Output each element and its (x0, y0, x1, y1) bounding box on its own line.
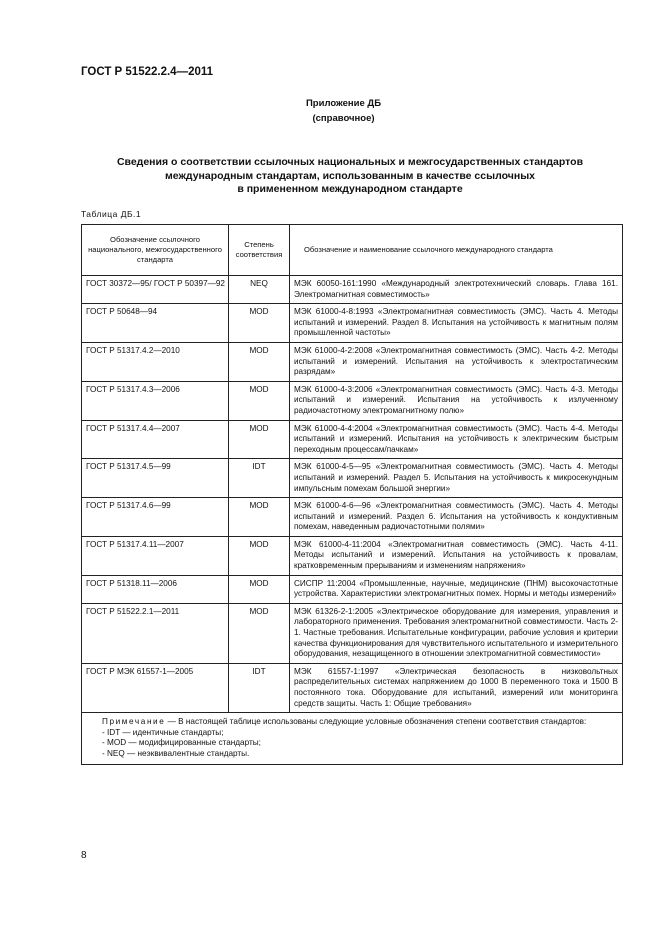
degree-cell: IDT (229, 663, 290, 712)
degree-cell: MOD (229, 342, 290, 381)
table-row (82, 663, 623, 712)
international-standard-cell: МЭК 61326-2-1:2005 «Электрическое оборудование для измерения, управления и лабораторного применения. Требования электромагнитной совместимости. Часть 2-1. Частные требования. Испытательные конфигурации, рабочие условия и критерии качества функционирования для чувствительного испытательного и измерительного оборудования, незащищенного в отношении электромагнитной совместимости» (290, 603, 623, 663)
correspondence-table (81, 224, 623, 765)
national-standard-cell: ГОСТ Р МЭК 61557-1—2005 (82, 663, 229, 712)
table-row (82, 459, 623, 498)
table-row (82, 536, 623, 575)
international-standard-cell: МЭК 61000-4-6—96 «Электромагнитная совместимость (ЭМС). Часть 4. Методы испытаний и измерений. Раздел 6. Испытания на устойчивость к кондуктивным помехам, наведенным радиочастотными полями» (290, 498, 623, 537)
annex-name: Приложение ДБ (305, 98, 382, 109)
page-number: 8 (81, 850, 87, 861)
table-row (82, 304, 623, 343)
table-header-row (82, 225, 623, 276)
document-code: ГОСТ Р 51522.2.4—2011 (81, 66, 214, 78)
national-standard-cell: ГОСТ 30372—95/ ГОСТ Р 50397—92 (82, 276, 229, 304)
annex-type: (справочное) (312, 113, 375, 124)
header-international-standard: Обозначение и наименование ссылочного международного стандарта (290, 225, 623, 276)
national-standard-cell: ГОСТ Р 50648—94 (82, 304, 229, 343)
national-standard-cell: ГОСТ Р 51317.4.2—2010 (82, 342, 229, 381)
international-standard-cell: МЭК 61000-4-5—95 «Электромагнитная совместимость (ЭМС). Часть 4. Методы испытаний и измерений. Раздел 5. Испытания на устойчивость к микросекундным импульсным помехам большой энергии» (290, 459, 623, 498)
international-standard-cell: МЭК 61000-4-4:2004 «Электромагнитная совместимость (ЭМС). Часть 4-4. Методы испытаний и измерений. Испытания на устойчивость к электрическим быстрым переходным процессам/пачкам» (290, 420, 623, 459)
correspondence-table-container (81, 224, 622, 765)
national-standard-cell: ГОСТ Р 51522.2.1—2011 (82, 603, 229, 663)
national-standard-cell: ГОСТ Р 51318.11—2006 (82, 575, 229, 603)
header-national-standard: Обозначение ссылочного национального, межгосударственного стандарта (82, 225, 229, 276)
note-intro (86, 717, 618, 728)
section-heading-line-3: в примененном международном стандарте (237, 183, 463, 195)
degree-cell: NEQ (229, 276, 290, 304)
degree-cell: MOD (229, 603, 290, 663)
table-row (82, 603, 623, 663)
table-row (82, 498, 623, 537)
section-heading-line-1: Сведения о соответствии ссылочных национальных и межгосударственных стандартов (116, 156, 584, 168)
degree-cell: IDT (229, 459, 290, 498)
national-standard-cell: ГОСТ Р 51317.4.6—99 (82, 498, 229, 537)
degree-cell: MOD (229, 498, 290, 537)
table-row (82, 420, 623, 459)
section-heading (90, 156, 610, 197)
international-standard-cell: МЭК 61000-4-3:2006 «Электромагнитная совместимость (ЭМС). Часть 4-3. Методы испытаний и измерений. Испытания на устойчивость к излученному радиочастотному электромагнитному полю» (290, 381, 623, 420)
international-standard-cell: МЭК 61557-1:1997 «Электрическая безопасность в низковольтных распределительных системах напряжением до 1000 В переменного тока и 1500 В постоянного тока. Оборудование для испытаний, измерений или мониторинга средств защиты. Часть 1: Общие требования» (290, 663, 623, 712)
degree-cell: MOD (229, 536, 290, 575)
international-standard-cell: МЭК 60050-161:1990 «Международный электротехнический словарь. Глава 161. Электромагнитная совместимость» (290, 276, 623, 304)
degree-cell: MOD (229, 304, 290, 343)
table-label: Таблица ДБ.1 (81, 209, 142, 219)
note-item-mod: - MOD — модифицированные стандарты; (102, 738, 261, 748)
table-row (82, 276, 623, 304)
national-standard-cell: ГОСТ Р 51317.4.5—99 (82, 459, 229, 498)
table-row (82, 342, 623, 381)
national-standard-cell: ГОСТ Р 51317.4.4—2007 (82, 420, 229, 459)
international-standard-cell: СИСПР 11:2004 «Промышленные, научные, медицинские (ПНМ) высокочастотные устройства. Характеристики электромагнитных помех. Нормы и методы измерений» (290, 575, 623, 603)
header-degree: Степень соответствия (229, 225, 290, 276)
annex-title (0, 96, 661, 126)
table-row (82, 575, 623, 603)
section-heading-line-2: международным стандартам, использованным в качестве ссылочных (164, 169, 535, 182)
note-item-idt: - IDT — идентичные стандарты; (102, 727, 224, 737)
table-row (82, 381, 623, 420)
note-label: Примечание (102, 717, 166, 727)
table-note (82, 713, 623, 764)
note-text: — В настоящей таблице использованы следующие условные обозначения степени соответствия стандартов: (167, 717, 587, 727)
international-standard-cell: МЭК 61000-4-2:2008 «Электромагнитная совместимость (ЭМС). Часть 4-2. Методы испытаний и измерений. Испытания на устойчивость к электростатическим разрядам» (290, 342, 623, 381)
national-standard-cell: ГОСТ Р 51317.4.11—2007 (82, 536, 229, 575)
degree-cell: MOD (229, 420, 290, 459)
national-standard-cell: ГОСТ Р 51317.4.3—2006 (82, 381, 229, 420)
degree-cell: MOD (229, 575, 290, 603)
international-standard-cell: МЭК 61000-4-8:1993 «Электромагнитная совместимость (ЭМС). Часть 4. Методы испытаний и измерений. Раздел 8. Испытания на устойчивость к магнитным полям промышленной частоты» (290, 304, 623, 343)
note-item-neq: - NEQ — неэквивалентные стандарты. (102, 748, 250, 758)
table-note-row (82, 713, 623, 764)
degree-cell: MOD (229, 381, 290, 420)
international-standard-cell: МЭК 61000-4-11:2004 «Электромагнитная совместимость (ЭМС). Часть 4-11. Методы испытаний и измерений. Испытания на устойчивость к провалам, кратковременным прерываниям и изменениям напряжения» (290, 536, 623, 575)
